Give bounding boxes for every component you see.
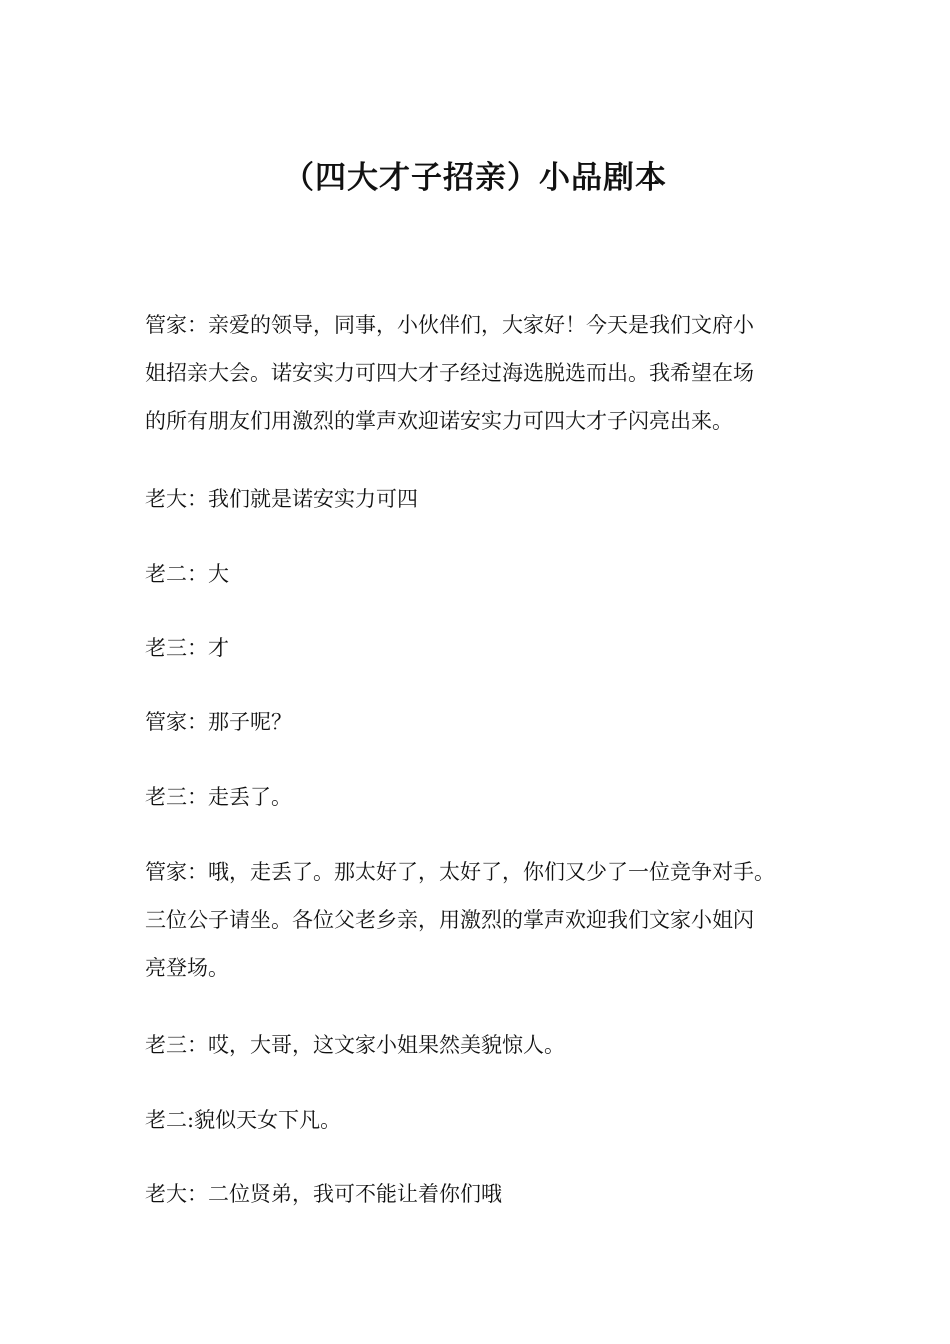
paragraph-eldest-remark bbox=[145, 1170, 835, 1218]
paragraph-line: 管家：亲爱的领导，同事，小伙伴们，大家好！今天是我们文府小 bbox=[145, 313, 754, 337]
paragraph-line: 管家：哦，走丢了。那太好了，太好了，你们又少了一位竞争对手。 bbox=[145, 860, 775, 884]
paragraph-eldest-intro bbox=[145, 475, 835, 523]
paragraph-line: 三位公子请坐。各位父老乡亲，用激烈的掌声欢迎我们文家小姐闪 bbox=[145, 908, 754, 932]
paragraph-line: 老三：走丢了。 bbox=[145, 785, 292, 809]
paragraph-line: 亮登场。 bbox=[145, 956, 229, 980]
paragraph-line: 的所有朋友们用激烈的掌声欢迎诺安实力可四大才子闪亮出来。 bbox=[145, 409, 733, 433]
paragraph-line: 老大：我们就是诺安实力可四 bbox=[145, 487, 418, 511]
paragraph-third-remark bbox=[145, 1021, 835, 1069]
paragraph-line: 老二:貌似天女下凡。 bbox=[145, 1108, 342, 1132]
paragraph-second-remark bbox=[145, 1096, 835, 1144]
document-title: （四大才子招亲）小品剧本 bbox=[283, 160, 667, 196]
paragraph-butler-welcome bbox=[145, 848, 835, 992]
paragraph-third-answer bbox=[145, 773, 835, 821]
paragraph-line: 老三：哎，大哥，这文家小姐果然美貌惊人。 bbox=[145, 1033, 565, 1057]
paragraph-second-intro bbox=[145, 550, 835, 598]
paragraph-line: 管家：那子呢？ bbox=[145, 710, 292, 734]
paragraph-butler-opening bbox=[145, 301, 835, 445]
paragraph-line: 姐招亲大会。诺安实力可四大才子经过海选脱选而出。我希望在场 bbox=[145, 361, 754, 385]
paragraph-line: 老大：二位贤弟，我可不能让着你们哦 bbox=[145, 1182, 502, 1206]
paragraph-third-intro bbox=[145, 624, 835, 672]
paragraph-line: 老三：才 bbox=[145, 636, 229, 660]
paragraph-line: 老二：大 bbox=[145, 562, 229, 586]
paragraph-butler-question bbox=[145, 698, 835, 746]
